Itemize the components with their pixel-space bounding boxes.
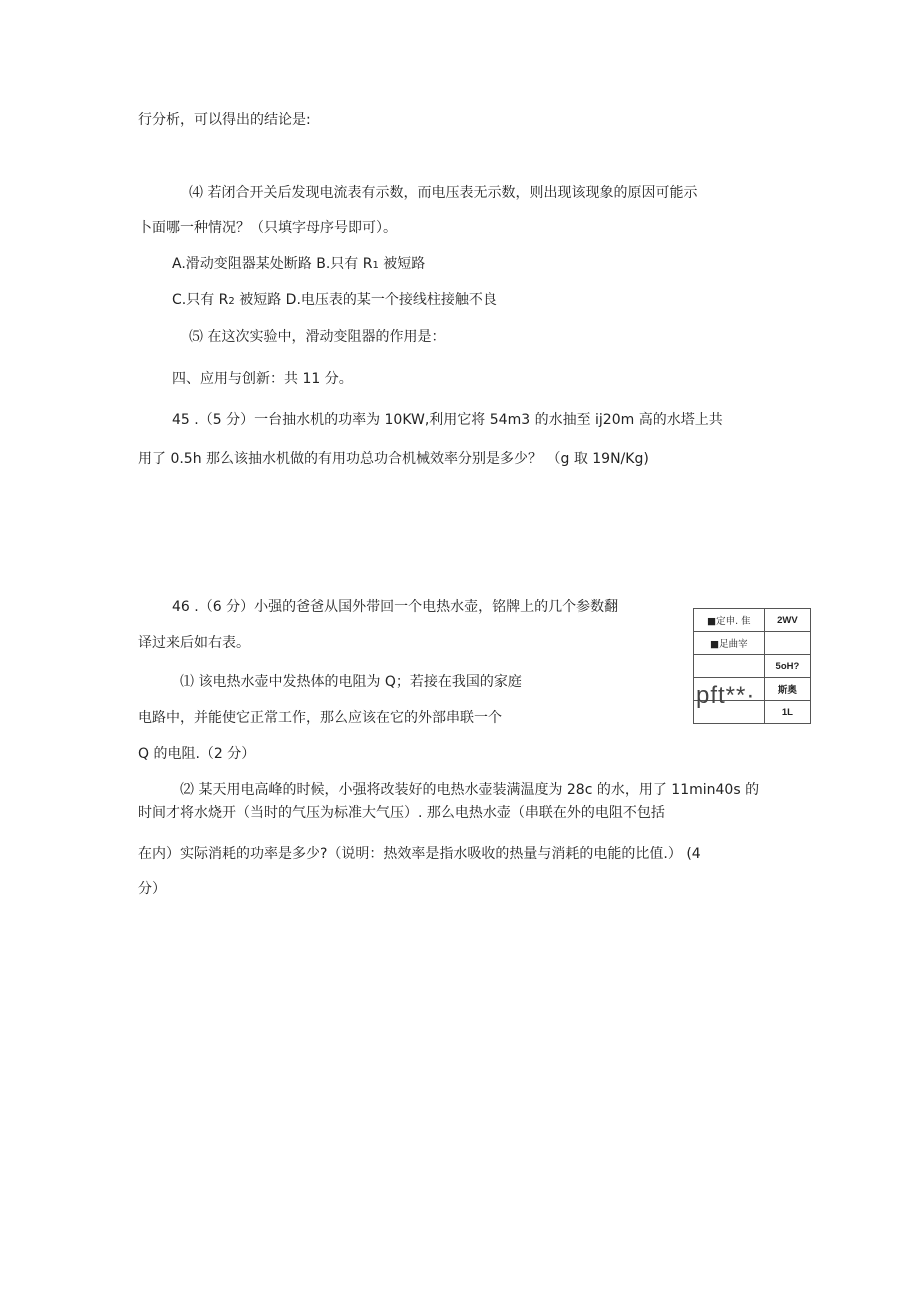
table-cell: 1L bbox=[764, 701, 810, 724]
problem-46-part-2-end: 分） bbox=[138, 881, 166, 897]
problem-46-part-2: ⑵ 某天用电高峰的时候，小强将改装好的电热水壶装满温度为 28c 的水，用了 11min40s 的 bbox=[180, 782, 760, 798]
option-c-d: C.只有 R2 被短路 D.电压表的某一个接线柱接触不良 bbox=[172, 292, 497, 308]
table-cell: ■定申. 隹 bbox=[694, 609, 765, 632]
table-cell: ■足曲宰 bbox=[694, 632, 765, 655]
table-cell: 斯奥 bbox=[764, 678, 810, 701]
problem-46-continuation: 译过来后如右表。 bbox=[138, 635, 250, 651]
question-5-line: ⑸ 在这次实验中，滑动变阻器的作用是： bbox=[189, 329, 446, 345]
problem-46-part-1-end: Q 的电阻.（2 分） bbox=[138, 746, 256, 762]
text-line-1: 行分析，可以得出的结论是: bbox=[138, 112, 311, 128]
section-heading: 四、应用与创新：共 11 分。 bbox=[172, 371, 353, 387]
problem-45-line: 45 .（5 分）一台抽水机的功率为 10KW,利用它将 54m3 的水抽至 ij20m 高的水塔上共 bbox=[172, 412, 723, 428]
table-cell bbox=[764, 632, 810, 655]
option-a-b: A.滑动变阻器某处断路 B.只有 R1 被短路 bbox=[172, 256, 426, 272]
question-4-line: ⑷ 若闭合开关后发现电流表有示数，而电压表无示数，则出现该现象的原因可能示 bbox=[189, 185, 698, 201]
problem-46-part-2-cont: 时间才将水烧开（当时的气压为标准大气压）. 那么电热水壶（串联在外的电阻不包括 bbox=[138, 805, 665, 821]
problem-45-continuation: 用了 0.5h 那么该抽水机做的有用功总功合机械效率分别是多少？ （g 取 19N/Kg) bbox=[138, 451, 649, 467]
problem-46-line: 46 .（6 分）小强的爸爸从国外带回一个电热水壶，铭牌上的几个参数翻 bbox=[172, 599, 619, 615]
table-cell bbox=[694, 655, 765, 678]
table-row bbox=[694, 655, 811, 678]
table-cell: 5oH? bbox=[764, 655, 810, 678]
table-cell: 2WV bbox=[764, 609, 810, 632]
table-row bbox=[694, 609, 811, 632]
table-row bbox=[694, 632, 811, 655]
smudged-table-text: pft**· bbox=[696, 682, 756, 709]
problem-46-part-1: ⑴ 该电热水壶中发热体的电阻为 Q；若接在我国的家庭 bbox=[180, 674, 522, 690]
problem-46-part-1-cont: 电路中，并能使它正常工作，那么应该在它的外部串联一个 bbox=[138, 710, 502, 726]
question-4-continuation: 卜面哪一种情况？（只填字母序号即可）。 bbox=[138, 220, 397, 236]
problem-46-part-2-cont-2: 在内）实际消耗的功率是多少?（说明：热效率是指水吸收的热量与消耗的电能的比值.） (4 bbox=[138, 846, 701, 862]
